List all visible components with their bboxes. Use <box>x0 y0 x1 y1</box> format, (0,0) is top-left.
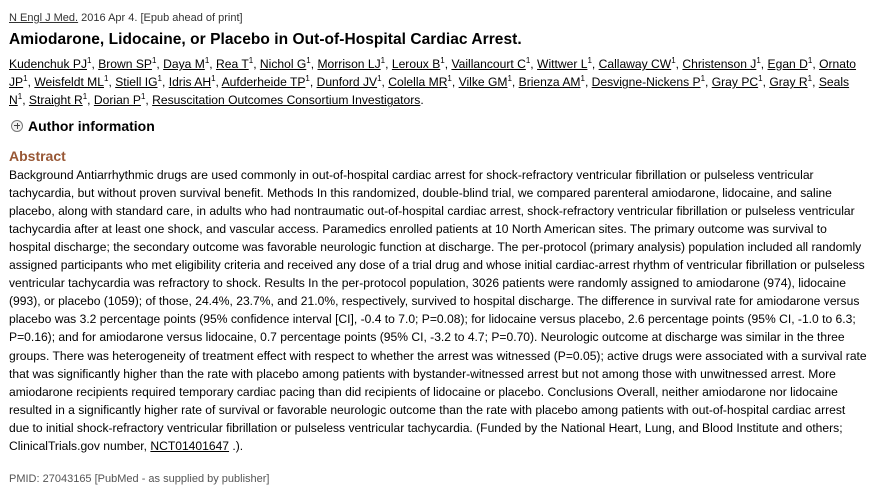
author-link[interactable]: Morrison LJ <box>317 57 381 71</box>
author-link[interactable]: Weisfeldt ML <box>34 75 104 90</box>
author-link[interactable]: Gray R <box>769 75 808 90</box>
author-link[interactable]: Seals N <box>9 75 850 108</box>
author-link[interactable]: Colella MR <box>388 75 448 90</box>
affiliation-superscript: 1 <box>807 55 813 65</box>
author-link[interactable]: Wittwer L <box>537 57 588 71</box>
affiliation-superscript: 1 <box>23 74 28 84</box>
clinical-trial-link[interactable]: NCT01401647 <box>150 439 230 454</box>
author-link[interactable]: Egan D <box>767 57 808 71</box>
author-link[interactable]: Desvigne-Nickens P <box>591 75 701 90</box>
author-link[interactable]: Brienza AM <box>518 75 581 90</box>
affiliation-superscript: 1 <box>756 55 761 65</box>
abstract-tail: .). <box>229 439 244 454</box>
consortium-link[interactable]: Resuscitation Outcomes Consortium Investigators <box>152 93 421 108</box>
affiliation-superscript: 1 <box>306 55 311 65</box>
abstract-text: Background Antiarrhythmic drugs are used commonly in out-of-hospital cardiac arrest for shock-refractory ventricular fibrillation or pulseless ventricular tachycardia, but without proven survival benefit. Methods In this randomized, double-blind trial, we compared parenteral amiodarone, lidocaine, and saline placebo, along with standard care, in adults who had nontraumatic out-of-hospital cardiac arrest, shock-refractory ventricular fibrillation or pulseless ventricular tachycardia after at least one shock, and vascular access. Paramedics enrolled patients at 10 North American sites. The primary outcome was survival to hospital discharge; the secondary outcome was favorable neurologic function at discharge. The per-protocol (primary analysis) population included all randomly assigned participants who met eligibility criteria and received any dose of a trial drug and whose initial cardiac-arrest rhythm of ventricular fibrillation or pulseless ventricular tachycardia was refractory to shock. Results In the per-protocol population, 3026 patients were randomly assigned to amiodarone (974), lidocaine (993), or placebo (1059); of those, 24.4%, 23.7%, and 21.0%, respectively, survived to hospital discharge. The difference in survival rate for amiodarone versus placebo was 3.2 percentage points (95% confidence interval [CI], -0.4 to 7.0; P=0.08); for lidocaine versus placebo, 2.6 percentage points (95% CI, -1.0 to 6.3; P=0.16); and for amiodarone versus lidocaine, 0.7 percentage points (95% CI, -3.2 to 4.7; P=0.70). Neurologic outcome at discharge was similar in the three groups. There was heterogeneity of treatment effect with respect to whether the arrest was witnessed (P=0.05); active drugs were associated with a survival rate that was significantly higher than the rate with placebo among patients with bystander-witnessed arrest but not among those with unwitnessed arrest. More amiodarone recipients required temporary cardiac pacing than did recipients of lidocaine or placebo. Conclusions Overall, neither amiodarone nor lidocaine resulted in a significantly higher rate of survival or favorable neurologic outcome than the rate with placebo among patients with out-of-hospital cardiac arrest due to initial shock-refractory ventricular fibrillation or pulseless ventricular tachycardia. (Funded by the National Heart, Lung, and Blood Institute and others; ClinicalTrials.gov number, <box>9 167 867 454</box>
affiliation-superscript: 1 <box>758 74 763 84</box>
affiliation-superscript: 1 <box>248 55 254 65</box>
affiliation-superscript: 1 <box>151 55 157 65</box>
affiliation-superscript: 1 <box>87 55 92 65</box>
affiliation-superscript: 1 <box>104 74 109 84</box>
affiliation-superscript: 1 <box>377 74 382 84</box>
affiliation-superscript: 1 <box>440 55 445 65</box>
affiliation-superscript: 1 <box>587 55 592 65</box>
author-list: Kudenchuk $PJ^1$, Brown $SP^1$, Daya $M^1$, Rea $T^1$, Nichol $G^1$, Morrison $LJ^1$, Leroux $B^1$, Vaillancourt $C^1$, Wittwer $L^1$, Callaway $CW^1$, Christenson $J^1$, Egan $D^1$, Ornato $JP^1$, Weisfeldt $ML^1$, Stiell $IG^1$, Idris $AH^1$, Aufderheide $TP^1$, Dunford $JV^1$, Colella $MR^1$, Vilke $GM^1$, Brienza $AM^1$, Desvigne-Nickens $P^1$, Gray $PC^1$, Gray $R^1$, Seals $N^1$, Straight $R^1$, Dorian $P^1$, Resuscitation Outcomes Consortium Investigators. <box>9 55 857 108</box>
author-link[interactable]: Dunford JV <box>316 75 378 90</box>
author-link[interactable]: Kudenchuk PJ <box>9 57 87 71</box>
expand-plus-icon[interactable] <box>11 120 23 132</box>
affiliation-superscript: 1 <box>82 92 88 102</box>
affiliation-superscript: 1 <box>700 74 706 84</box>
affiliation-superscript: 1 <box>204 55 210 65</box>
author-link[interactable]: Vilke GM <box>458 75 508 90</box>
affiliation-superscript: 1 <box>525 55 531 65</box>
author-link[interactable]: Brown SP <box>98 57 152 71</box>
affiliation-superscript: 1 <box>17 92 23 102</box>
author-link[interactable]: Callaway CW <box>598 57 672 71</box>
affiliation-superscript: 1 <box>211 74 216 84</box>
author-link[interactable]: Dorian P <box>93 93 141 108</box>
affiliation-superscript: 1 <box>671 55 676 65</box>
affiliation-superscript: 1 <box>305 74 310 84</box>
publication-date: 2016 Apr 4. [Epub ahead of print] <box>78 12 243 24</box>
journal-link[interactable]: N Engl J Med. <box>9 12 79 24</box>
author-link[interactable]: Christenson J <box>682 57 757 71</box>
affiliation-superscript: 1 <box>447 74 452 84</box>
author-link[interactable]: Rea T <box>216 57 249 71</box>
author-information-label: Author information <box>28 117 155 134</box>
author-link[interactable]: Gray PC <box>711 75 759 90</box>
author-link[interactable]: Leroux B <box>391 57 441 71</box>
affiliation-superscript: 1 <box>580 74 585 84</box>
affiliation-superscript: 1 <box>807 74 813 84</box>
author-link[interactable]: Straight R <box>28 93 83 108</box>
abstract-heading: Abstract <box>9 147 66 164</box>
article-title: Amiodarone, Lidocaine, or Placebo in Out-of-Hospital Cardiac Arrest. <box>9 31 522 48</box>
author-link[interactable]: Vaillancourt C <box>451 57 526 71</box>
affiliation-superscript: 1 <box>157 74 162 84</box>
author-link[interactable]: Idris AH <box>168 75 212 90</box>
author-link[interactable]: Stiell IG <box>115 75 158 90</box>
author-link[interactable]: Daya M <box>163 57 205 71</box>
affiliation-superscript: 1 <box>140 92 146 102</box>
abstract-body <box>9 166 868 456</box>
pmid-line: PMID: 27043165 [PubMed - as supplied by publisher] <box>9 473 270 486</box>
author-link[interactable]: Aufderheide TP <box>221 75 306 90</box>
author-link[interactable]: Ornato JP <box>9 57 857 90</box>
affiliation-superscript: 1 <box>380 55 386 65</box>
affiliation-superscript: 1 <box>507 74 512 84</box>
author-information-toggle[interactable] <box>9 117 868 135</box>
citation-line <box>9 10 868 26</box>
author-link[interactable]: Nichol G <box>259 57 307 71</box>
